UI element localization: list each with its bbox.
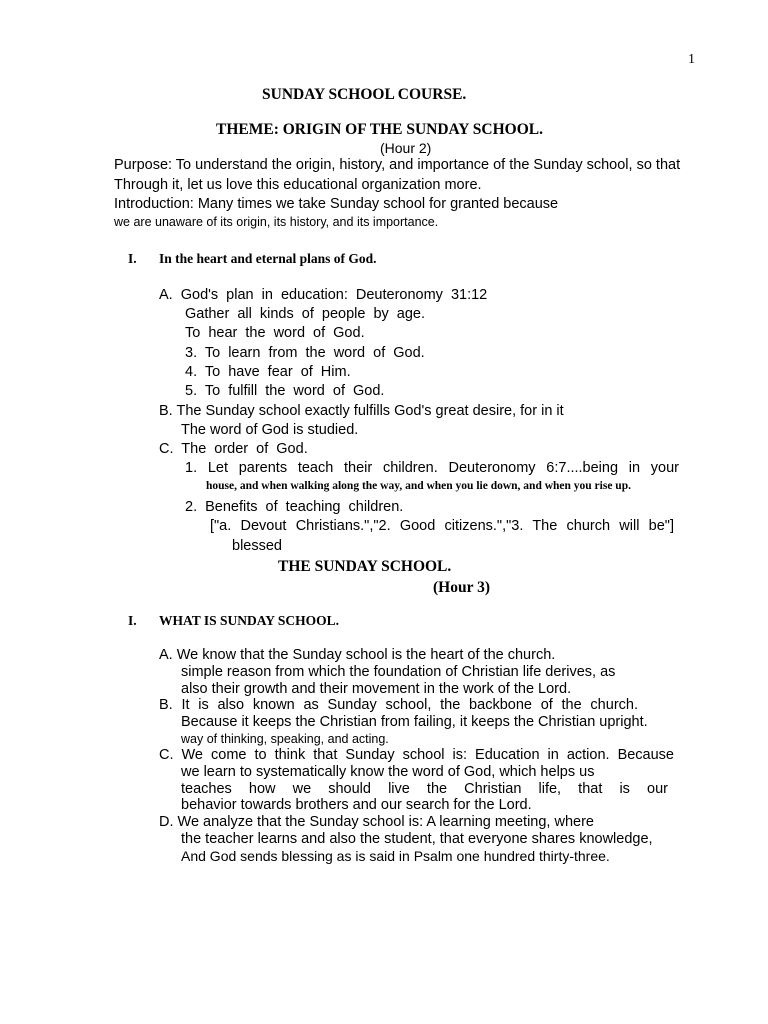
item-2-d-line-2: the teacher learns and also the student, that everyone shares knowledge, [181,831,653,847]
item-1-a: A. God's plan in education: Deuteronomy 31:12 [159,287,488,303]
item-1-c-1-continued: house, and when walking along the way, and when you lie down, and when you rise up. [206,480,631,492]
item-2-c-line-3: teaches how we should live the Christian life, that is our [181,781,668,797]
item-2-b-line-3: way of thinking, speaking, and acting. [181,732,389,746]
item-1-c-2-list: ["a. Devout Christians.","2. Good citizens.","3. The church will be"] [210,518,674,534]
item-2-c-line-2: we learn to systematically know the word of God, which helps us [181,764,595,780]
item-1-a-4: 4. To have fear of Him. [185,364,351,380]
theme-heading: THEME: ORIGIN OF THE SUNDAY SCHOOL. [216,121,543,138]
item-2-a-line-3: also their growth and their movement in the work of the Lord. [181,681,572,697]
section-2-heading: WHAT IS SUNDAY SCHOOL. [159,613,340,628]
item-2-c-line-4: behavior towards brothers and our search for the Lord. [181,797,532,813]
item-1-b-line-1: B. The Sunday school exactly fulfills God's great desire, for in it [159,403,564,419]
item-2-d-line-3: And God sends blessing as is said in Psalm one hundred thirty-three. [181,848,610,864]
item-1-b-line-2: The word of God is studied. [181,422,359,438]
section-1-numeral: I. [128,251,137,266]
item-1-a-5: 5. To fulfill the word of God. [185,383,385,399]
item-1-c-2: 2. Benefits of teaching children. [185,499,404,515]
item-1-c: C. The order of God. [159,441,308,457]
item-1-a-3: 3. To learn from the word of God. [185,345,425,361]
section-1-heading: In the heart and eternal plans of God. [159,251,377,266]
purpose-line-1: Purpose: To understand the origin, history, and importance of the Sunday school, so that [114,157,681,173]
item-2-a-line-2: simple reason from which the foundation of Christian life derives, as [181,664,616,680]
item-2-c-line-1: C. We come to think that Sunday school is: Education in action. Because [159,747,674,763]
item-1-c-1: 1. Let parents teach their children. Deuteronomy 6:7....being in your [185,460,679,476]
purpose-line-2: Through it, let us love this educational organization more. [114,177,482,193]
section-2-numeral: I. [128,613,137,628]
item-2-b-line-2: Because it keeps the Christian from failing, it keeps the Christian upright. [181,714,648,730]
introduction-line-2: we are unaware of its origin, its history, and its importance. [114,215,439,229]
item-2-a-line-1: A. We know that the Sunday school is the heart of the church. [159,647,556,663]
document-title: SUNDAY SCHOOL COURSE. [262,86,467,103]
item-1-c-2-blessed: blessed [232,538,282,554]
item-1-a-2: To hear the word of God. [185,325,365,341]
item-1-a-1: Gather all kinds of people by age. [185,306,426,322]
introduction-line-1: Introduction: Many times we take Sunday school for granted because [114,196,559,212]
hour-2-label: (Hour 2) [380,140,432,156]
hour-3-label: (Hour 3) [433,579,490,596]
item-2-b-line-1: B. It is also known as Sunday school, the backbone of the church. [159,697,638,713]
item-2-d-line-1: D. We analyze that the Sunday school is: A learning meeting, where [159,814,594,830]
page-number: 1 [688,52,695,67]
part-2-title: THE SUNDAY SCHOOL. [278,558,452,575]
